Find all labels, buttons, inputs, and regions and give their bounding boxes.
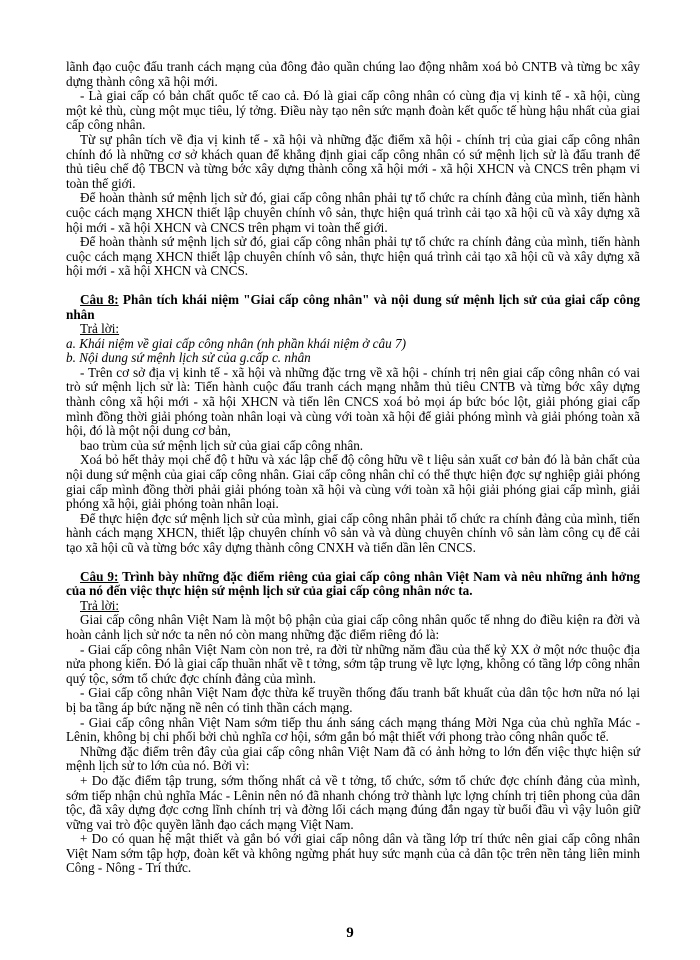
paragraph: - Trên cơ sở địa vị kinh tế - xã hội và những đặc trng về xã hội - chính trị nên giai cấp công nhân có vai trò sứ mệnh lịch sử là: Tiến hành cuộc đấu tranh cách mạng nhằm thủ tiêu CNTB và từng bớc xây dựng thành công xã hội mới - xã hội XHCN và tiến lên CNCS xoá bỏ mọi áp bức bóc lột, giải phóng giai cấp mình đồng thời giải phóng toàn nhân loại và cùng với toàn xã hội để giải phóng mình và giải phóng toàn xã hội, đó là một nội dung cơ bản, — [66, 364, 640, 439]
paragraph: lãnh đạo cuộc đấu tranh cách mạng của đông đảo quần chúng lao động nhằm xoá bỏ CNTB và từng bc xây dựng thành công xã hội mới. — [66, 59, 640, 89]
paragraph: Giai cấp công nhân Việt Nam là một bộ phận của giai cấp công nhân quốc tế nhng do điều kiện ra đời và hoàn cảnh lịch sử nớc ta nên nó còn mang những đặc điểm riêng đó là: — [66, 612, 640, 642]
paragraph: bao trùm của sứ mệnh lịch sử của giai cấp công nhân. — [80, 437, 364, 453]
question-8-number: Câu 8: — [80, 291, 119, 307]
paragraph: - Giai cấp công nhân Việt Nam đợc thừa kế truyền thống đấu tranh bất khuất của dân tộc hơn nữa nó lại bị ba tầng áp bức nặng nề nên có tinh thần cách mạng. — [66, 685, 640, 715]
paragraph: Để hoàn thành sứ mệnh lịch sử đó, giai cấp công nhân phải tự tổ chức ra chính đảng của mình, tiến hành cuộc cách mạng XHCN thiết lập chuyên chính vô sản, thực hiện quá trình cải tạo xã hội cũ và xây dựng xã hội mới - xã hội XHCN và CNCS trên phạm vi toàn thế giới. — [66, 190, 640, 235]
question-9-number: Câu 9: — [80, 568, 119, 584]
question-9-title: Trình bày những đặc điểm riêng của giai cấp công nhân Việt Nam và nêu những ảnh hởng của nó đến việc thực hiện sứ mệnh lịch sử của giai cấp công nhân nớc ta. — [66, 568, 640, 599]
paragraph: + Do đặc điểm tập trung, sớm thống nhất cả về t tởng, tổ chức, sớm tổ chức đợc chính đảng của mình, sớm tiếp nhận chủ nghĩa Mác - Lênin nên nó đã nhanh chóng trở thành lực lợng chính trị tiên phong của dân tộc, đã xây dựng đợc cơng lĩnh chính trị và đờng lối cách mạng đúng đắn ngay từ buổi đầu vì vậy luôn giữ vững vai trò độc quyền lãnh đạo cách mạng Việt Nam. — [66, 772, 640, 832]
paragraph: Để hoàn thành sứ mệnh lịch sử đó, giai cấp công nhân phải tự tổ chức ra chính đảng của mình, tiến hành cuộc cách mạng XHCN thiết lập chuyên chính vô sản, thực hiện quá trình cải tạo xã hội cũ và xây dựng xã hội mới - xã hội XHCN và CNCS. — [66, 234, 640, 279]
paragraph: Để thực hiện đợc sứ mệnh lịch sử của mình, giai cấp công nhân phải tổ chức ra chính đảng của mình, tiến hành cách mạng XHCN, thiết lập chuyên chính vô sản và và dùng chuyên chính vô sản làm công cụ để cải tạo xã hội cũ và từng bớc xây dựng thành công CNXH và tiến dần lên CNCS. — [66, 510, 640, 555]
paragraph: b. Nội dung sứ mệnh lịch sử của g.cấp c. nhân — [66, 350, 311, 366]
question-8-title: Phân tích khái niệm "Giai cấp công nhân" và nội dung sứ mệnh lịch sử của giai cấp công nhân — [66, 291, 641, 322]
answer-label: Trả lời: — [80, 321, 120, 337]
paragraph: - Giai cấp công nhân Việt Nam sớm tiếp thu ánh sáng cách mạng tháng Mời Nga của chủ nghĩa Mác - Lênin, không bị chi phối bởi chủ nghĩa cơ hội, sớm gắn bó mật thiết với phong trào công nhân quốc tế. — [66, 714, 640, 745]
paragraph: Những đặc điểm trên đây của giai cấp công nhân Việt Nam đã có ảnh hởng to lớn đến việc thực hiện sứ mệnh lịch sử to lớn của nó. Bởi vì: — [66, 743, 640, 774]
paragraph: Từ sự phân tích về địa vị kinh tế - xã hội và những đặc điểm xã hội - chính trị của giai cấp công nhân chính đó là những cơ sở khách quan để khẳng định giai cấp công nhân có sứ mệnh lịch sử là đấu tranh để thủ tiêu chế độ TBCN và từng bớc xây dựng thành công xã hội mới - xã hội XHCN và CNCS trên phạm vi toàn thế giới. — [66, 131, 640, 191]
paragraph: - Giai cấp công nhân Việt Nam còn non trẻ, ra đời từ những năm đầu của thế kỷ XX ở một nớc thuộc địa nửa phong kiến. Đó là giai cấp thuần nhất về t tởng, sớm tập trung về lực lợng, không có tầng lớp công nhân quý tộc, sớm tổ chức đợc chính đảng của mình. — [66, 641, 640, 686]
paragraph: a. Khái niệm về giai cấp công nhân (nh phần khái niệm ở câu 7) — [66, 335, 406, 351]
page-number: 9 — [346, 925, 354, 941]
question-9-heading — [66, 570, 640, 599]
paragraph: Xoá bỏ hết thảy mọi chế độ t hữu và xác lập chế độ công hữu về t liệu sản xuất cơ bản đó là bản chất của nội dung sứ mệnh của giai cấp công nhân. Giai cấp công nhân chỉ có thể thực hiện đợc sự nghiệp giải phóng giai cấp mình đồng thời phải giải phóng toàn xã hội và cùng với toàn xã hội giải phóng giai cấp mình, giải phóng xã hội, giải phóng toàn nhân loại. — [66, 452, 640, 512]
paragraph: - Là giai cấp có bản chất quốc tế cao cả. Đó là giai cấp công nhân có cùng địa vị kinh tế - xã hội, cùng một kẻ thù, cùng một mục tiêu, lý tởng. Điều này tạo nên sức mạnh đoàn kết quốc tế hùng hậu nhất của giai cấp công nhân. — [66, 88, 640, 133]
answer-label: Trả lời: — [80, 597, 120, 613]
question-8-heading — [66, 293, 640, 322]
paragraph: + Do có quan hệ mật thiết và gắn bó với giai cấp nông dân và tầng lớp trí thức nên giai cấp công nhân Việt Nam sớm tập hợp, đoàn kết và không ngừng phát huy sức mạnh của cả dân tộc trên nền tảng liên minh Công - Nông - Trí thức. — [66, 831, 640, 876]
